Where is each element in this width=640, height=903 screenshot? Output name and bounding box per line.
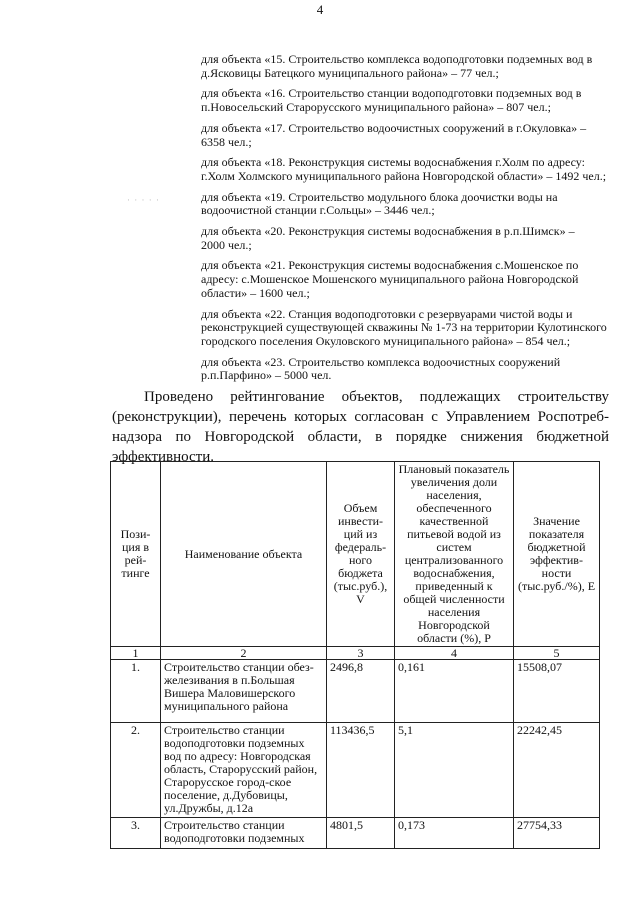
- row-population-share: 0,173: [395, 818, 514, 849]
- row-position: 3.: [111, 818, 161, 849]
- table-row: [111, 660, 600, 723]
- row-investment: 113436,5: [327, 723, 395, 818]
- rating-paragraph: Проведено рейтингование объектов, подлежащих строительству (реконструкции), перечень которых согласован с Управлением Роспотреб-надзора по Новгородской области, в порядке снижения бюджетной эффективности.: [112, 389, 609, 465]
- rating-table: [110, 461, 600, 849]
- object-item: для объекта «23. Строительство комплекса водоочистных сооружений р.п.Парфино» – 5000 чел.: [201, 354, 561, 383]
- column-number: 3: [327, 647, 395, 660]
- row-efficiency: 15508,07: [514, 660, 600, 723]
- header-object-name: Наименование объекта: [161, 462, 327, 647]
- row-object-name: Строительство станции обез-железивания в п.Большая Вишера Маловишерского муниципального района: [161, 660, 327, 723]
- row-efficiency: 22242,45: [514, 723, 600, 818]
- object-item: для объекта «19. Строительство модульного блока доочистки воды на водоочистной станции г.Сольцы» – 3446 чел.;: [201, 189, 558, 218]
- header-population-share: Плановый показатель увеличения доли населения, обеспеченного качественной питьевой водой из систем централизованного водоснабжения, приведенный к общей численности населения Новгородской области (%), P: [395, 462, 514, 647]
- table-row: [111, 723, 600, 818]
- row-efficiency: 27754,33: [514, 818, 600, 849]
- object-item: для объекта «15. Строительство комплекса водоподготовки подземных вод в д.Ясковицы Батецкого муниципального района» – 77 чел.;: [201, 52, 593, 80]
- row-population-share: 0,161: [395, 660, 514, 723]
- column-number: 2: [161, 647, 327, 660]
- scan-artifact: · · · · ·: [127, 195, 160, 205]
- object-item: для объекта «17. Строительство водоочистных сооружений в г.Окуловка» – 6358 чел.;: [201, 120, 587, 149]
- object-list: [201, 53, 609, 390]
- row-object-name: Строительство станции водоподготовки подземных: [161, 818, 327, 849]
- object-item: для объекта «22. Станция водоподготовки с резервуарами чистой воды и реконструкцией существующей скважины № 1-73 на территории Кулотинского городского поселения Окуловского муниципального района» – 854 чел.;: [201, 306, 607, 348]
- table-row: [111, 818, 600, 849]
- row-position: 2.: [111, 723, 161, 818]
- row-population-share: 5,1: [395, 723, 514, 818]
- row-position: 1.: [111, 660, 161, 723]
- row-investment: 2496,8: [327, 660, 395, 723]
- column-number: 4: [395, 647, 514, 660]
- page-number: 4: [316, 2, 324, 17]
- column-number: 1: [111, 647, 161, 660]
- header-efficiency: Значение показателя бюджетной эффектив-ности (тыс.руб./%), E: [514, 462, 600, 647]
- header-position: Пози-ция в рей-тинге: [111, 462, 161, 647]
- row-investment: 4801,5: [327, 818, 395, 849]
- header-investment: Объем инвести-ций из федераль-ного бюджета (тыс.руб.), V: [327, 462, 395, 647]
- object-item: для объекта «20. Реконструкция системы водоснабжения в р.п.Шимск» – 2000 чел.;: [201, 224, 575, 252]
- object-item: для объекта «16. Строительство станции водоподготовки подземных вод в п.Новосельский Старорусского муниципального района» – 807 чел.;: [201, 86, 582, 115]
- column-number-row: [111, 647, 600, 660]
- row-object-name: Строительство станции водоподготовки подземных вод по адресу: Новгородская область, Старорусский район, Старорусское город-ское поселение, д.Дубовицы, ул.Дружбы, д.12а: [161, 723, 327, 818]
- column-number: 5: [514, 647, 600, 660]
- table-header-row: [111, 462, 600, 647]
- object-item: для объекта «21. Реконструкция системы водоснабжения с.Мошенское по адресу: с.Мошенское Мошенского муниципального района Новгородской области» – 1600 чел.;: [201, 258, 579, 300]
- object-item: для объекта «18. Реконструкция системы водоснабжения г.Холм по адресу: г.Холм Холмского муниципального района Новгородской области» – 1492 чел.;: [201, 155, 607, 183]
